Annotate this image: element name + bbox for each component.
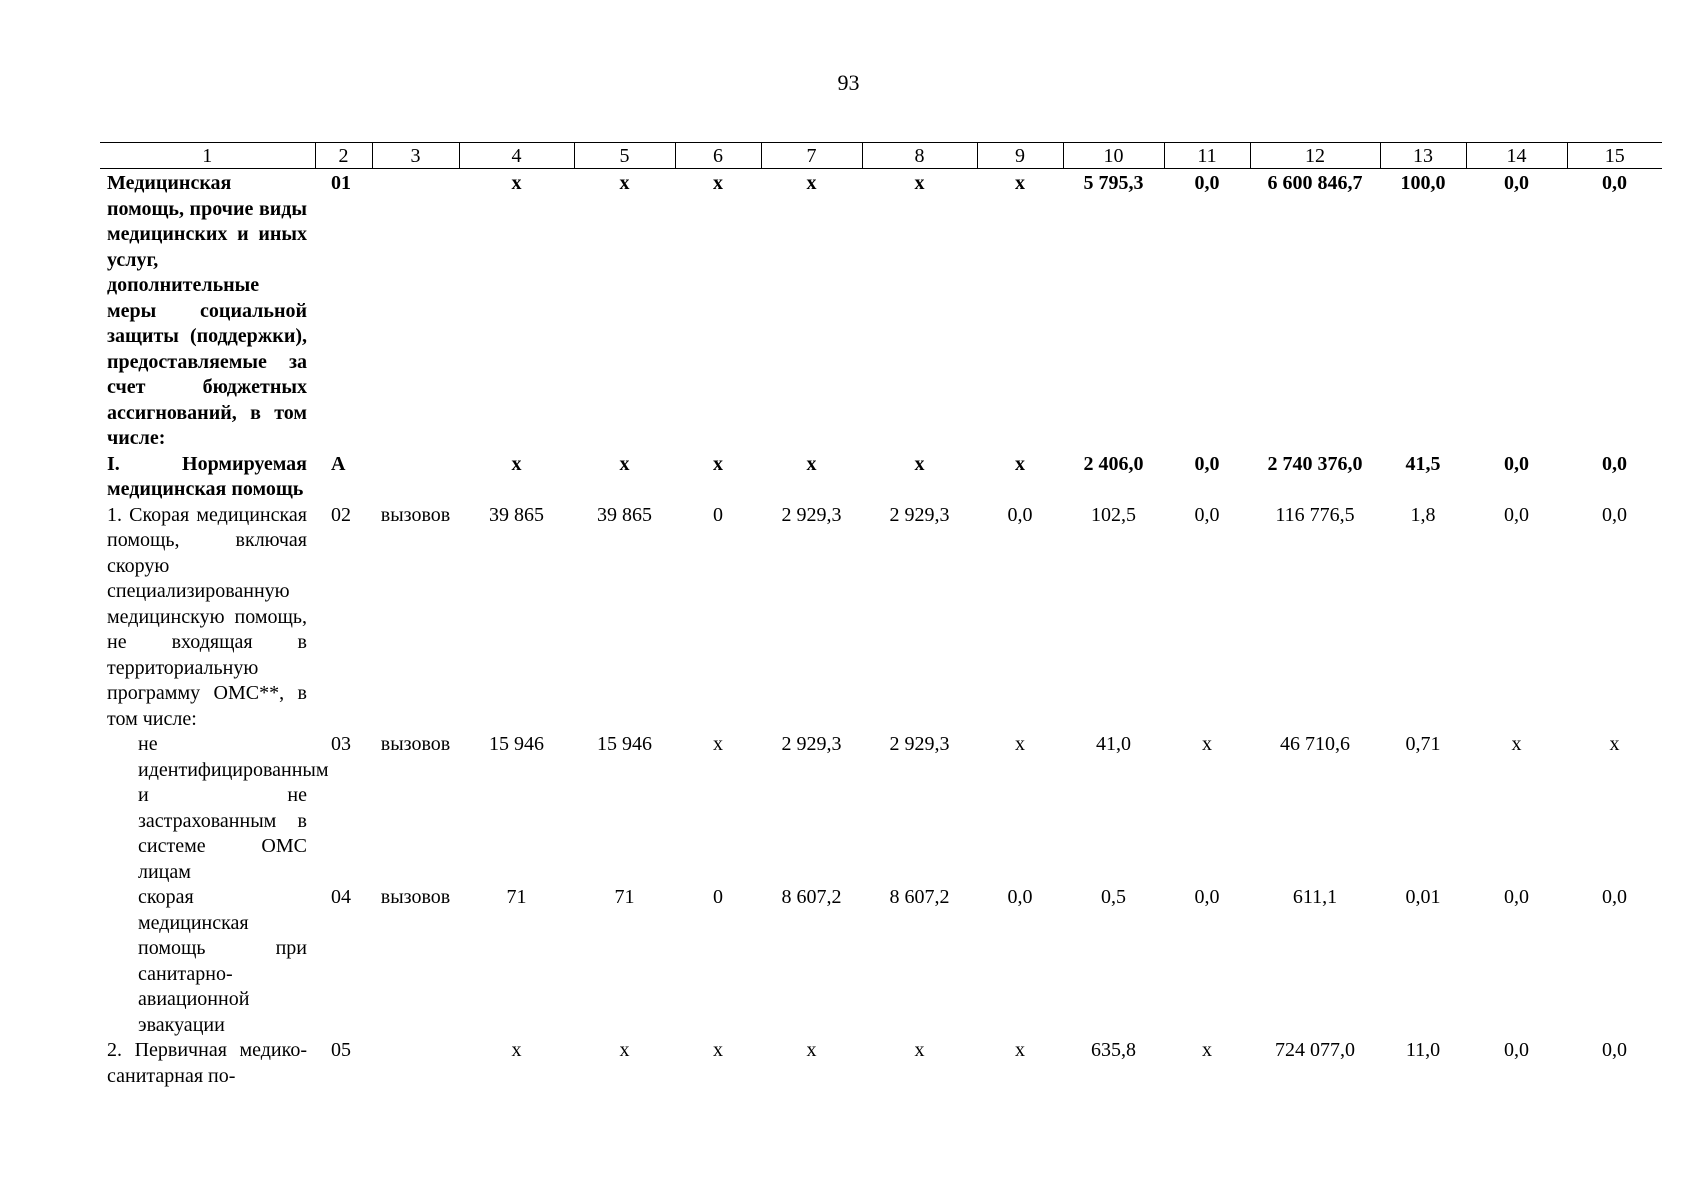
value-cell-col-13: 41,5 (1405, 452, 1441, 475)
value-cell-col-8: 8 607,2 (889, 886, 950, 908)
value-cell-col-12: 2 740 376,0 (1267, 452, 1363, 475)
value-cell-col-14: 0,0 (1504, 172, 1529, 194)
unit-cell: вызовов (380, 733, 451, 755)
value-cell-col-5: 71 (614, 886, 635, 908)
value-cell-col-9: 0,0 (1007, 886, 1033, 908)
value-cell-col-4: 71 (506, 886, 527, 908)
value-cell-col-8: х (914, 172, 925, 194)
column-header: 12 (1250, 143, 1380, 169)
value-cell-col-14: 0,0 (1504, 503, 1529, 526)
value-cell-col-12: 611,1 (1292, 886, 1338, 908)
table-row (100, 452, 1662, 503)
column-header: 9 (977, 143, 1063, 169)
value-cell-col-6: х (713, 1039, 723, 1061)
value-cell-col-6: 0 (713, 503, 723, 526)
value-cell-col-9: 0,0 (1007, 503, 1033, 526)
value-cell-col-13: 0,71 (1405, 733, 1441, 755)
value-cell-col-15: 0,0 (1602, 503, 1627, 526)
value-cell-col-10: 102,5 (1091, 503, 1136, 526)
value-cell-col-5: 39 865 (597, 503, 652, 526)
value-cell-col-5: х (619, 452, 630, 475)
column-header: 3 (372, 143, 459, 169)
value-cell-col-13: 1,8 (1410, 503, 1436, 526)
value-cell-col-9: х (1015, 1039, 1025, 1061)
budget-table (100, 142, 1662, 1089)
value-cell-col-8: 2 929,3 (889, 503, 950, 526)
unit-cell (372, 1038, 459, 1089)
value-cell-col-7: 2 929,3 (781, 503, 842, 526)
column-header: 2 (315, 143, 372, 169)
value-cell-col-4: х (511, 1039, 522, 1061)
column-header: 5 (574, 143, 675, 169)
value-cell-col-15: 0,0 (1602, 172, 1627, 194)
unit-cell: вызовов (380, 886, 451, 908)
value-cell-col-11: х (1202, 1039, 1212, 1061)
column-number-row (100, 143, 1662, 169)
row-code-cell: 04 (331, 886, 351, 908)
table-body (100, 169, 1662, 1090)
value-cell-col-11: 0,0 (1194, 503, 1220, 526)
column-header: 8 (862, 143, 977, 169)
value-cell-col-10: 635,8 (1091, 1039, 1136, 1061)
row-label-cell: 2. Первичная медико-санитарная по- (107, 1039, 307, 1087)
table-row (100, 732, 1662, 885)
row-code-cell: А (331, 452, 346, 475)
value-cell-col-5: х (619, 172, 630, 194)
row-code-cell: 02 (331, 503, 351, 526)
column-header: 10 (1063, 143, 1164, 169)
value-cell-col-14: 0,0 (1504, 452, 1529, 475)
value-cell-col-8: х (914, 1039, 925, 1061)
value-cell-col-5: х (619, 1039, 630, 1061)
row-label-cell: I. Нормируемая медицинская помощь (107, 452, 307, 500)
column-header: 4 (459, 143, 574, 169)
value-cell-col-12: 6 600 846,7 (1267, 172, 1363, 194)
column-header: 14 (1466, 143, 1567, 169)
value-cell-col-10: 2 406,0 (1083, 452, 1144, 475)
column-header: 15 (1567, 143, 1662, 169)
row-label-cell: скорая медицинская помощь при санитарно-авиационной эвакуации (138, 886, 307, 1036)
table-row (100, 503, 1662, 733)
value-cell-col-8: 2 929,3 (889, 733, 950, 755)
unit-cell: вызовов (380, 503, 451, 526)
row-code-cell: 01 (331, 172, 351, 194)
value-cell-col-11: 0,0 (1194, 452, 1220, 475)
value-cell-col-12: 116 776,5 (1275, 503, 1355, 526)
row-label-cell: 1. Скорая медицинская помощь, включая скорую специализированную медицинскую помощь, не входящая в территориальную программу ОМС**, в том числе: (107, 503, 307, 730)
value-cell-col-7: х (806, 172, 817, 194)
value-cell-col-13: 0,01 (1405, 886, 1441, 908)
row-code-cell: 05 (331, 1039, 351, 1061)
page-number: 93 (837, 70, 860, 95)
row-code-cell: 03 (331, 733, 351, 755)
value-cell-col-4: х (511, 172, 522, 194)
value-cell-col-6: х (713, 733, 723, 755)
value-cell-col-6: 0 (713, 886, 723, 908)
value-cell-col-11: х (1202, 733, 1212, 755)
row-label-cell: Медицинская помощь, прочие виды медицинских и иных услуг, дополнительные меры социальной защиты (поддержки), предоставляемые за счет бюджетных ассигнований, в том числе: (107, 172, 307, 449)
table-row (100, 169, 1662, 452)
value-cell-col-14: х (1511, 733, 1522, 755)
value-cell-col-9: х (1015, 733, 1025, 755)
value-cell-col-15: 0,0 (1602, 452, 1627, 475)
value-cell-col-10: 5 795,3 (1083, 172, 1144, 194)
value-cell-col-4: 15 946 (489, 733, 544, 755)
value-cell-col-5: 15 946 (597, 733, 652, 755)
value-cell-col-7: 2 929,3 (781, 733, 842, 755)
value-cell-col-7: х (806, 452, 817, 475)
column-header: 6 (675, 143, 761, 169)
value-cell-col-13: 100,0 (1400, 172, 1446, 194)
value-cell-col-12: 46 710,6 (1280, 733, 1350, 755)
value-cell-col-15: х (1609, 733, 1620, 755)
column-header: 11 (1164, 143, 1250, 169)
column-header: 13 (1380, 143, 1466, 169)
unit-cell (372, 452, 459, 503)
value-cell-col-15: 0,0 (1602, 1039, 1627, 1061)
row-label-cell: не идентифицированным и не застрахованным в системе ОМС лицам (138, 733, 329, 883)
value-cell-col-14: 0,0 (1504, 886, 1529, 908)
value-cell-col-7: х (806, 1039, 817, 1061)
value-cell-col-9: х (1015, 172, 1025, 194)
column-header: 1 (100, 143, 315, 169)
value-cell-col-6: х (713, 452, 723, 475)
value-cell-col-12: 724 077,0 (1275, 1039, 1355, 1061)
column-header: 7 (761, 143, 862, 169)
table-row (100, 885, 1662, 1038)
value-cell-col-11: 0,0 (1194, 172, 1220, 194)
unit-cell (372, 169, 459, 452)
value-cell-col-14: 0,0 (1504, 1039, 1529, 1061)
value-cell-col-4: х (511, 452, 522, 475)
value-cell-col-13: 11,0 (1405, 1039, 1441, 1061)
value-cell-col-7: 8 607,2 (781, 886, 842, 908)
value-cell-col-6: х (713, 172, 723, 194)
value-cell-col-10: 41,0 (1096, 733, 1131, 755)
value-cell-col-11: 0,0 (1194, 886, 1220, 908)
value-cell-col-8: х (914, 452, 925, 475)
value-cell-col-4: 39 865 (489, 503, 544, 526)
value-cell-col-15: 0,0 (1602, 886, 1627, 908)
table-row (100, 1038, 1662, 1089)
value-cell-col-10: 0,5 (1101, 886, 1126, 908)
value-cell-col-9: х (1015, 452, 1025, 475)
